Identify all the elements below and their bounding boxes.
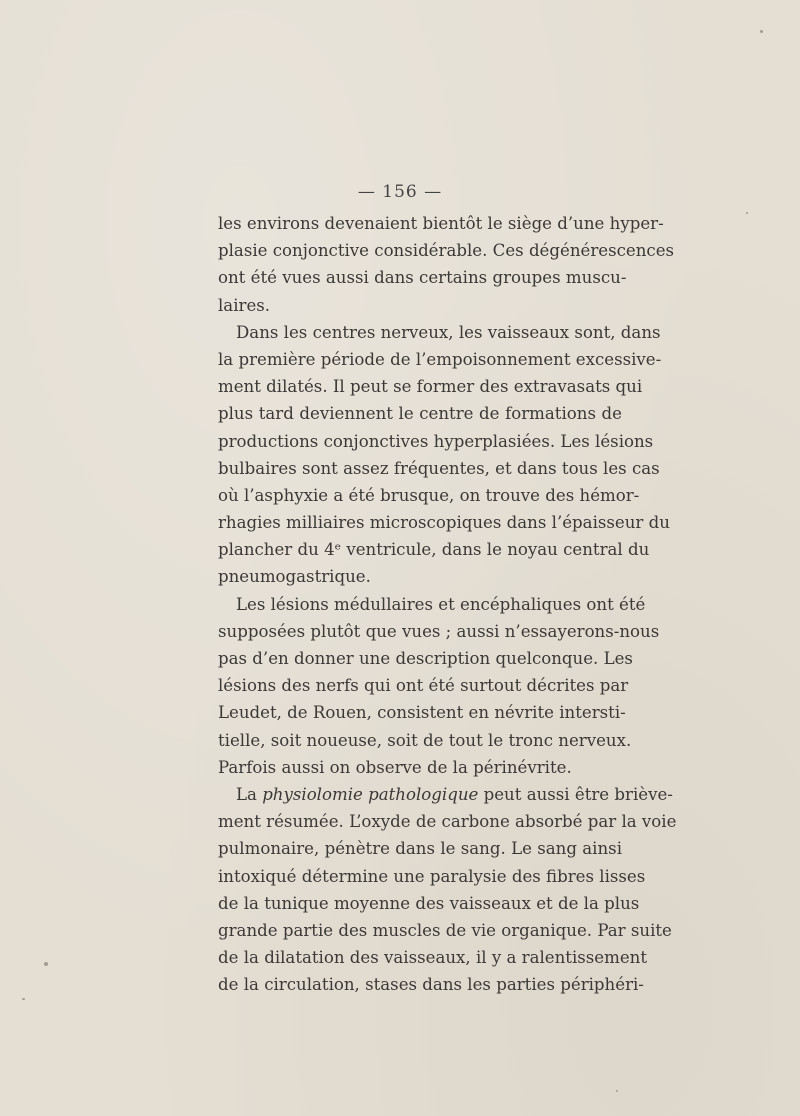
text-line: laires. <box>218 295 271 315</box>
body-text <box>218 210 677 998</box>
text-line: plus tard deviennent le centre de formations de <box>218 404 622 424</box>
text-line: plancher du 4ᵉ ventricule, dans le noyau central du <box>218 540 650 560</box>
text-line: Dans les centres nerveux, les vaisseaux sont, dans <box>236 322 661 342</box>
paper-speck <box>44 962 48 966</box>
text-line <box>218 781 673 808</box>
text-line: la première période de l’empoisonnement excessive- <box>218 349 662 369</box>
text-line: ont été vues aussi dans certains groupes muscu- <box>218 268 627 288</box>
paper-speck <box>746 212 748 214</box>
text-line: Leudet, de Rouen, consistent en névrite intersti- <box>218 703 626 723</box>
text-line: productions conjonctives hyperplasiées. Les lésions <box>218 431 654 451</box>
paper-speck <box>760 30 763 33</box>
text-line: ment résumée. L’oxyde de carbone absorbé par la voie <box>218 812 677 832</box>
text-line: de la tunique moyenne des vaisseaux et de la plus <box>218 893 640 913</box>
text-line: de la circulation, stases dans les parties périphéri- <box>218 975 644 995</box>
text-line: supposées plutôt que vues ; aussi n’essayerons-nous <box>218 621 660 641</box>
text-line: Parfois aussi on observe de la périnévrite. <box>218 757 572 777</box>
text-line: lésions des nerfs qui ont été surtout décrites par <box>218 676 629 696</box>
paper-speck <box>22 998 25 1000</box>
page-number: — 156 — <box>357 182 443 202</box>
text-line: pulmonaire, pénètre dans le sang. Le sang ainsi <box>218 839 622 859</box>
text-line: plasie conjonctive considérable. Ces dégénérescences <box>218 241 675 261</box>
text-line: Les lésions médullaires et encéphaliques ont été <box>236 594 646 614</box>
text-line: ment dilatés. Il peut se former des extravasats qui <box>218 377 643 397</box>
text-line: bulbaires sont assez fréquentes, et dans tous les cas <box>218 458 660 478</box>
emphasized-term: physiolomie pathologique <box>262 784 479 804</box>
paper-speck <box>616 1090 618 1092</box>
text-span: peut aussi être briève- <box>478 784 673 804</box>
text-line: intoxiqué détermine une paralysie des fibres lisses <box>218 866 646 886</box>
text-line: pneumogastrique. <box>218 567 371 587</box>
text-line: de la dilatation des vaisseaux, il y a ralentissement <box>218 948 648 968</box>
text-line: pas d’en donner une description quelconque. Les <box>218 649 633 668</box>
text-line: grande partie des muscles de vie organique. Par suite <box>218 920 672 940</box>
text-line: tielle, soit noueuse, soit de tout le tronc nerveux. <box>218 730 632 750</box>
text-line: rhagies milliaires microscopiques dans l’épaisseur du <box>218 513 670 533</box>
text-line: les environs devenaient bientôt le siège d’une hyper- <box>218 214 664 233</box>
text-span: La <box>236 784 263 804</box>
text-line: où l’asphyxie a été brusque, on trouve des hémor- <box>218 485 640 505</box>
